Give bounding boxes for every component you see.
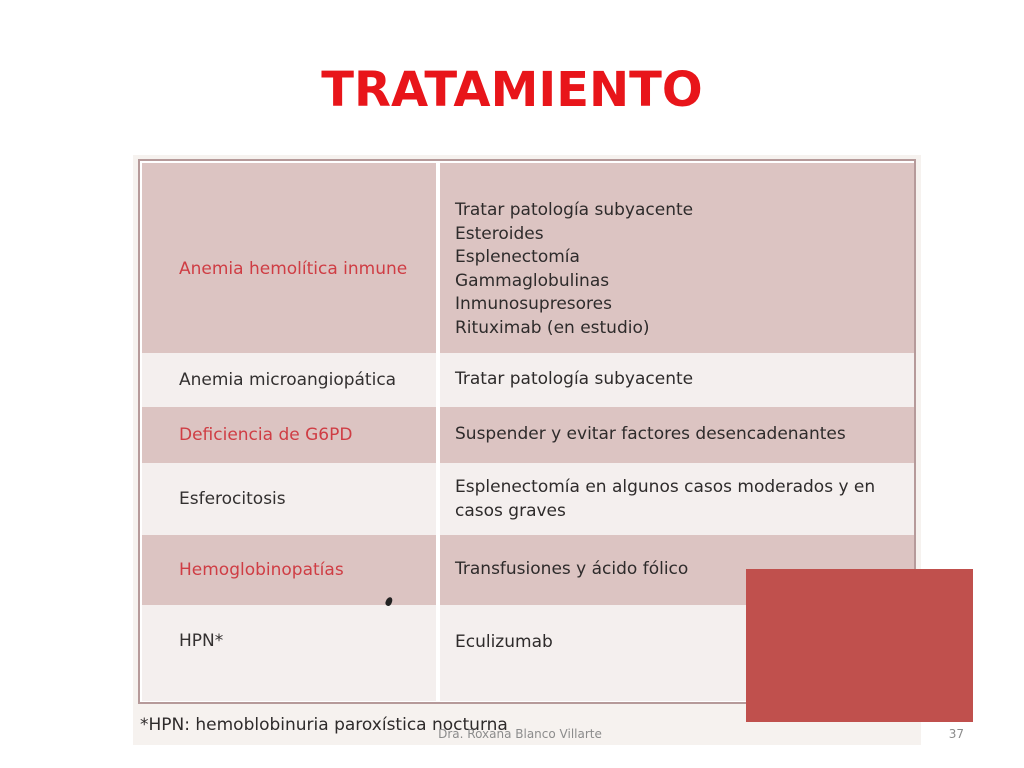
table-row — [142, 163, 914, 353]
treatment-line: Suspender y evitar factores desencadenantes — [455, 424, 846, 444]
decorative-red-block — [746, 569, 973, 722]
column-divider — [436, 605, 440, 701]
table-row — [142, 463, 914, 535]
treatment-line: Transfusiones y ácido fólico — [455, 559, 689, 579]
column-divider — [436, 463, 440, 535]
column-divider — [436, 407, 440, 463]
column-divider — [436, 163, 440, 353]
footer-author: Dra. Roxana Blanco Villarte — [438, 727, 602, 741]
treatment-line: Eculizumab — [455, 632, 553, 652]
treatment-line: Tratar patología subyacente — [455, 369, 694, 389]
treatment-line: Esplenectomía en algunos casos moderados y en — [455, 477, 876, 497]
slide-number: 37 — [948, 727, 964, 741]
condition-cell: Hemoglobinopatías — [179, 560, 344, 580]
treatment-line: Esteroides — [455, 223, 544, 244]
treatment-line: Tratar patología subyacente — [455, 200, 694, 220]
condition-cell: Deficiencia de G6PD — [179, 425, 353, 445]
condition-cell: Anemia hemolítica inmune — [179, 259, 408, 279]
treatment-line: casos graves — [455, 500, 566, 521]
column-divider — [436, 353, 440, 407]
table-row — [142, 407, 914, 463]
treatment-cell — [455, 476, 907, 523]
condition-cell: Esferocitosis — [179, 489, 286, 509]
column-divider — [436, 535, 440, 605]
condition-cell: HPN* — [179, 631, 224, 651]
table-row — [142, 353, 914, 407]
treatment-cell — [455, 199, 907, 340]
slide-title: TRATAMIENTO — [321, 62, 703, 118]
table-footnote: *HPN: hemoblobinuria paroxística nocturna — [140, 715, 508, 735]
treatment-line: Esplenectomía — [455, 247, 580, 267]
condition-cell: Anemia microangiopática — [179, 370, 397, 390]
treatment-line: Rituximab (en estudio) — [455, 317, 650, 338]
treatment-line: Inmunosupresores — [455, 294, 612, 314]
treatment-line: Gammaglobulinas — [455, 270, 610, 291]
treatment-cell — [455, 368, 907, 392]
treatment-cell — [455, 423, 907, 447]
